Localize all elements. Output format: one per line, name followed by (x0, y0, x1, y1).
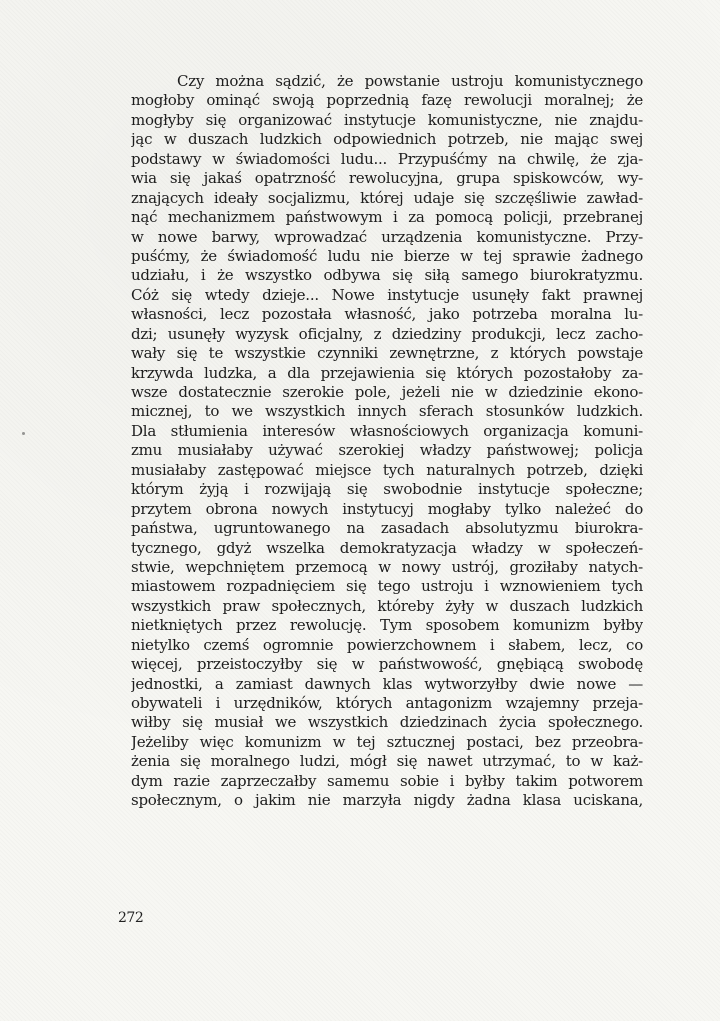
text-line: wiłby się musiał we wszystkich dziedzinach życia społecznego. (131, 713, 643, 732)
text-line: obywateli i urzędników, których antagonizm wzajemny przeja- (131, 694, 643, 712)
text-line: nietkniętych przez rewolucję. Tym sposobem komunizm byłby (131, 616, 643, 635)
text-line: mogłyby się organizować instytucje komunistyczne, nie znajdu- (131, 110, 643, 129)
text-line: jednostki, a zamiast dawnych klas wytworzyłby dwie nowe — (131, 674, 643, 693)
text-line: własności, lecz pozostała własność, jako potrzeba moralna lu- (131, 305, 643, 324)
text-line: państwa, ugruntowanego na zasadach absolutyzmu biurokra- (131, 519, 643, 538)
body-paragraph (131, 72, 643, 811)
text-line: żenia się moralnego ludzi, mógł się nawet utrzymać, to w każ- (131, 752, 643, 771)
text-line: nietylko czemś ogromnie powierzchownem i słabem, lecz, co (131, 635, 643, 654)
text-line: Cóż się wtedy dzieje... Nowe instytucje usunęły fakt prawnej (131, 285, 643, 304)
text-line: Jeżeliby więc komunizm w tej sztucznej postaci, bez przeobra- (131, 732, 643, 751)
text-line: wia się jakaś opatrzność rewolucyjna, grupa spiskowców, wy- (131, 169, 643, 188)
text-line: podstawy w świadomości ludu... Przypuśćmy na chwilę, że zja- (131, 149, 643, 168)
text-line: Dla stłumienia interesów własnościowych organizacja komuni- (131, 421, 643, 440)
text-line: zmu musiałaby używać szerokiej władzy państwowej; policja (131, 441, 643, 460)
text-line: mogłoby ominąć swoją poprzednią fazę rewolucji moralnej; że (131, 91, 643, 110)
text-line: jąc w duszach ludzkich odpowiednich potrzeb, nie mając swej (131, 130, 643, 149)
text-line: przytem obrona nowych instytucyj mogłaby tylko należeć do (131, 499, 643, 518)
text-line: miastowem rozpadnięciem się tego ustroju i wznowieniem tych (131, 577, 643, 596)
text-line: w nowe barwy, wprowadzać urządzenia komunistyczne. Przy- (131, 227, 643, 246)
text-line: dym razie zaprzeczałby samemu sobie i byłby takim potworem (131, 771, 643, 790)
text-line: społecznym, o jakim nie marzyła nigdy żadna klasa uciskana, (131, 791, 643, 810)
text-line: więcej, przeistoczyłby się w państwowość, gnębiącą swobodę (131, 655, 643, 674)
text-line: wszystkich praw społecznych, któreby żyły w duszach ludzkich (131, 596, 643, 615)
text-line: dzi; usunęły wyzysk oficjalny, z dziedziny produkcji, lecz zacho- (131, 324, 643, 343)
text-line: Czy można sądzić, że powstanie ustroju komunistycznego (177, 72, 643, 90)
text-line: udziału, i że wszystko odbywa się siłą samego biurokratyzmu. (131, 266, 643, 285)
text-line: wsze dostatecznie szerokie pole, jeżeli nie w dziedzinie ekono- (131, 383, 643, 401)
page-number: 272 (118, 910, 144, 926)
text-line: którym żyją i rozwijają się swobodnie instytucje społeczne; (131, 480, 643, 499)
paper-speck (22, 432, 25, 435)
text-line: nąć mechanizmem państwowym i za pomocą policji, przebranej (131, 208, 643, 227)
text-line: stwie, wepchniętem przemocą w nowy ustrój, groziłaby natych- (131, 557, 643, 576)
text-line: krzywda ludzka, a dla przejawienia się których pozostałoby za- (131, 363, 643, 382)
text-line: znających ideały socjalizmu, której udaje się szczęśliwie zawład- (131, 188, 643, 207)
text-line: wały się te wszystkie czynniki zewnętrzne, z których powstaje (131, 344, 643, 363)
text-line: micznej, to we wszystkich innych sferach stosunków ludzkich. (131, 402, 643, 421)
text-line: tycznego, gdyż wszelka demokratyzacja władzy w społeczeń- (131, 538, 643, 557)
text-line: musiałaby zastępować miejsce tych naturalnych potrzeb, dzięki (131, 460, 643, 479)
text-line: puśćmy, że świadomość ludu nie bierze w tej sprawie żadnego (131, 246, 643, 265)
